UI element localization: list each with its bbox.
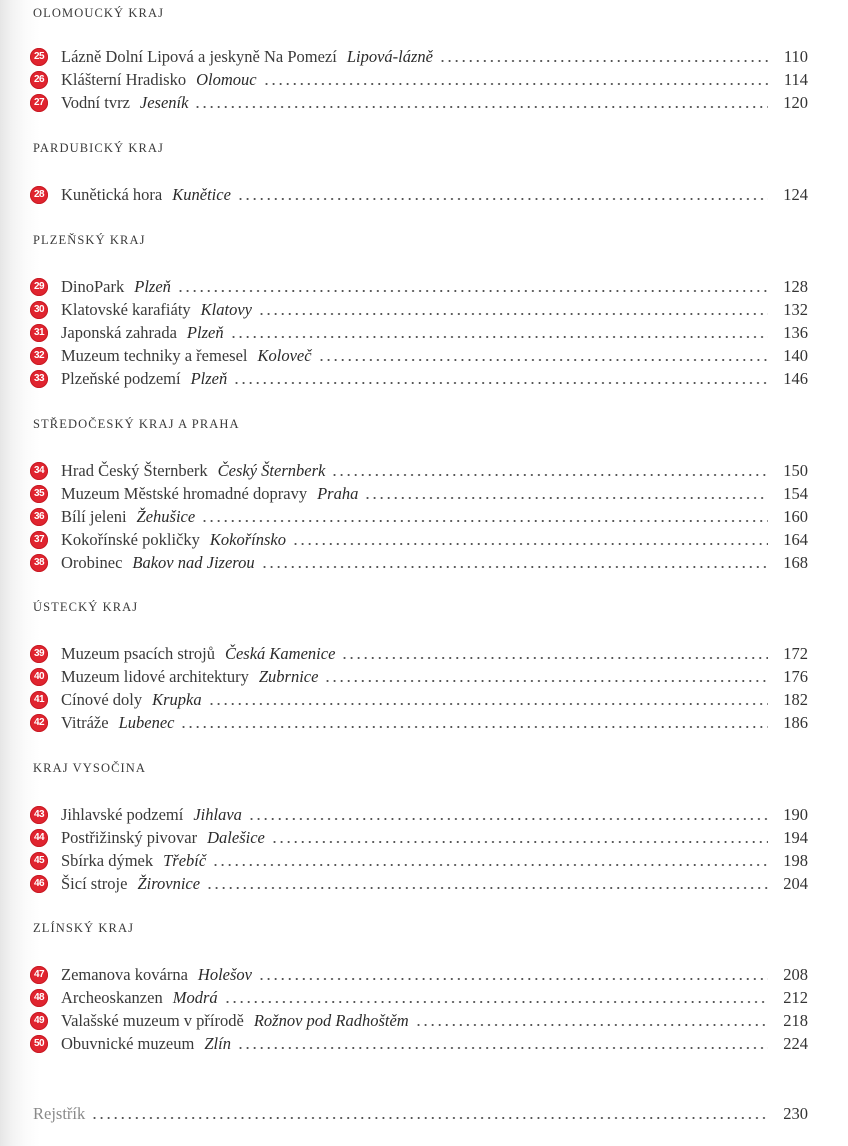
- entry-title: Archeoskanzen: [61, 988, 163, 1007]
- entry-location: Zubrnice: [258, 667, 319, 686]
- page-number: 198: [783, 851, 808, 870]
- index-page-number: 230: [783, 1103, 808, 1123]
- dot-leader: [341, 657, 768, 659]
- entry-title: DinoPark: [61, 277, 125, 296]
- chapter-number-badge: 50: [30, 1035, 48, 1053]
- entry-location: Rožnov pod Radhoštěm: [253, 1011, 409, 1030]
- dot-leader: [261, 566, 768, 568]
- chapter-number-badge: 37: [30, 531, 48, 549]
- toc-entry[interactable]: [30, 183, 808, 206]
- entry-title: Zemanova kovárna: [61, 965, 188, 984]
- page-number: 128: [783, 277, 808, 296]
- page-number: 164: [783, 530, 808, 549]
- dot-leader: [230, 336, 768, 338]
- entry-location: Dalešice: [207, 828, 265, 847]
- dot-leader: [415, 1024, 768, 1026]
- entry-title: Muzeum techniky a řemesel: [61, 346, 248, 365]
- dot-leader: [237, 198, 768, 200]
- dot-leader: [180, 726, 768, 728]
- chapter-number-badge: 29: [30, 278, 48, 296]
- toc-entry[interactable]: [30, 551, 808, 574]
- chapter-number-badge: 46: [30, 875, 48, 893]
- dot-leader: [177, 290, 768, 292]
- page-number: 132: [783, 300, 808, 319]
- chapter-number-badge: 28: [30, 186, 48, 204]
- entry-title: Plzeňské podzemí: [61, 369, 181, 388]
- page-number: 204: [783, 874, 808, 893]
- dot-leader: [212, 864, 768, 866]
- entry-location: Koloveč: [257, 346, 312, 365]
- toc-entry[interactable]: [30, 68, 808, 91]
- entry-title: Orobinec: [61, 553, 123, 572]
- dot-leader: [248, 818, 768, 820]
- section-heading: PARDUBICKÝ KRAJ: [33, 141, 164, 155]
- chapter-number-badge: 49: [30, 1012, 48, 1030]
- section-heading: ZLÍNSKÝ KRAJ: [33, 921, 135, 935]
- page-number: 182: [783, 690, 808, 709]
- chapter-number-badge: 33: [30, 370, 48, 388]
- toc-entry[interactable]: [30, 528, 808, 551]
- entry-location: Lubenec: [118, 713, 175, 732]
- dot-leader: [206, 887, 768, 889]
- page-number: 172: [783, 644, 808, 663]
- entry-location: Český Šternberk: [217, 461, 326, 480]
- toc-entry[interactable]: [30, 298, 808, 321]
- chapter-number-badge: 40: [30, 668, 48, 686]
- toc-entry[interactable]: [30, 275, 808, 298]
- toc-entry[interactable]: [30, 688, 808, 711]
- chapter-number-badge: 25: [30, 48, 48, 66]
- section-heading: STŘEDOČESKÝ KRAJ A PRAHA: [33, 417, 240, 431]
- chapter-number-badge: 32: [30, 347, 48, 365]
- toc-entry[interactable]: [30, 803, 808, 826]
- page-number: 140: [783, 346, 808, 365]
- dot-leader: [258, 313, 768, 315]
- entry-title: Cínové doly: [61, 690, 143, 709]
- toc-entry[interactable]: [30, 665, 808, 688]
- dot-leader: [263, 83, 768, 85]
- entry-location: Jihlava: [193, 805, 242, 824]
- section-heading: ÚSTECKÝ KRAJ: [33, 600, 139, 614]
- chapter-number-badge: 26: [30, 71, 48, 89]
- page-number: 218: [783, 1011, 808, 1030]
- dot-leader: [208, 703, 768, 705]
- toc-entry[interactable]: [30, 321, 808, 344]
- page-number: 212: [783, 988, 808, 1007]
- dot-leader: [331, 474, 768, 476]
- section-heading: OLOMOUCKÝ KRAJ: [33, 6, 165, 20]
- entry-title: Vitráže: [61, 713, 109, 732]
- entry-location: Jeseník: [139, 93, 189, 112]
- entry-location: Plzeň: [134, 277, 171, 296]
- toc-entry[interactable]: [30, 986, 808, 1009]
- chapter-number-badge: 34: [30, 462, 48, 480]
- page-number: 146: [783, 369, 808, 388]
- entry-location: Modrá: [172, 988, 218, 1007]
- page-number: 114: [783, 70, 808, 89]
- entry-title: Valašské muzeum v přírodě: [61, 1011, 244, 1030]
- chapter-number-badge: 43: [30, 806, 48, 824]
- page-number: 224: [783, 1034, 808, 1053]
- toc-entry[interactable]: [30, 826, 808, 849]
- chapter-number-badge: 41: [30, 691, 48, 709]
- page-number: 190: [783, 805, 808, 824]
- toc-entry[interactable]: [30, 963, 808, 986]
- entry-title: Obuvnické muzeum: [61, 1034, 195, 1053]
- page-number: 120: [783, 93, 808, 112]
- toc-entry[interactable]: [30, 459, 808, 482]
- entry-location: Kunětice: [172, 185, 231, 204]
- chapter-number-badge: 44: [30, 829, 48, 847]
- chapter-number-badge: 30: [30, 301, 48, 319]
- entry-location: Klatovy: [200, 300, 252, 319]
- chapter-number-badge: 39: [30, 645, 48, 663]
- section-heading: KRAJ VYSOČINA: [33, 761, 147, 775]
- entry-title: Klatovské karafiáty: [61, 300, 191, 319]
- dot-leader: [324, 680, 768, 682]
- entry-location: Krupka: [152, 690, 202, 709]
- toc-entry[interactable]: [30, 642, 808, 665]
- entry-title: Muzeum Městské hromadné dopravy: [61, 484, 308, 503]
- entry-title: Šicí stroje: [61, 874, 128, 893]
- toc-entry[interactable]: [30, 872, 808, 895]
- entry-location: Třebíč: [163, 851, 207, 870]
- dot-leader: [237, 1047, 768, 1049]
- dot-leader: [271, 841, 768, 843]
- chapter-number-badge: 36: [30, 508, 48, 526]
- toc-entry[interactable]: [30, 505, 808, 528]
- entry-location: Žehušice: [136, 507, 196, 526]
- entry-location: Holešov: [197, 965, 252, 984]
- entry-location: Plzeň: [186, 323, 224, 342]
- chapter-number-badge: 47: [30, 966, 48, 984]
- toc-entry[interactable]: [30, 367, 808, 390]
- page-number: 168: [783, 553, 808, 572]
- entry-title: Kokořínské pokličky: [61, 530, 200, 549]
- dot-leader: [318, 359, 768, 361]
- entry-location: Lipová-lázně: [346, 47, 433, 66]
- entry-title: Japonská zahrada: [61, 323, 177, 342]
- dot-leader: [292, 543, 768, 545]
- chapter-number-badge: 27: [30, 94, 48, 112]
- entry-title: Postřižinský pivovar: [61, 828, 198, 847]
- index-entry[interactable]: [33, 1102, 808, 1125]
- page-number: 154: [783, 484, 808, 503]
- entry-title: Jihlavské podzemí: [61, 805, 184, 824]
- toc-entry[interactable]: [30, 1009, 808, 1032]
- page-number: 110: [783, 47, 808, 66]
- toc-entry[interactable]: [30, 91, 808, 114]
- entry-location: Plzeň: [190, 369, 228, 388]
- dot-leader: [439, 60, 768, 62]
- dot-leader: [224, 1001, 768, 1003]
- entry-title: Kunětická hora: [61, 185, 163, 204]
- entry-title: Sbírka dýmek: [61, 851, 154, 870]
- entry-location: Česká Kamenice: [224, 644, 336, 663]
- chapter-number-badge: 48: [30, 989, 48, 1007]
- section-heading: PLZEŇSKÝ KRAJ: [33, 233, 146, 247]
- toc-entry[interactable]: [30, 45, 808, 68]
- chapter-number-badge: 38: [30, 554, 48, 572]
- entry-title: Muzeum psacích strojů: [61, 644, 215, 663]
- entry-title: Muzeum lidové architektury: [61, 667, 249, 686]
- entry-title: Hrad Český Šternberk: [61, 461, 208, 480]
- page-number: 150: [783, 461, 808, 480]
- dot-leader: [233, 382, 768, 384]
- dot-leader: [194, 106, 768, 108]
- index-label: Rejstřík: [33, 1103, 86, 1123]
- toc-entry[interactable]: [30, 1032, 808, 1055]
- entry-title: Klášterní Hradisko: [61, 70, 187, 89]
- entry-location: Bakov nad Jizerou: [132, 553, 255, 572]
- page-number: 208: [783, 965, 808, 984]
- toc-entry[interactable]: [30, 344, 808, 367]
- page-number: 124: [783, 185, 808, 204]
- entry-title: Lázně Dolní Lipová a jeskyně Na Pomezí: [61, 47, 337, 66]
- chapter-number-badge: 42: [30, 714, 48, 732]
- toc-entry[interactable]: [30, 849, 808, 872]
- page-number: 176: [783, 667, 808, 686]
- toc-entry[interactable]: [30, 711, 808, 734]
- chapter-number-badge: 35: [30, 485, 48, 503]
- page-number: 160: [783, 507, 808, 526]
- entry-location: Praha: [317, 484, 359, 503]
- page-number: 136: [783, 323, 808, 342]
- entry-location: Olomouc: [196, 70, 257, 89]
- page-number: 194: [783, 828, 808, 847]
- dot-leader: [201, 520, 768, 522]
- chapter-number-badge: 31: [30, 324, 48, 342]
- toc-entry[interactable]: [30, 482, 808, 505]
- chapter-number-badge: 45: [30, 852, 48, 870]
- entry-location: Žirovnice: [137, 874, 201, 893]
- page-number: 186: [783, 713, 808, 732]
- dot-leader: [364, 497, 768, 499]
- entry-title: Bílí jeleni: [61, 507, 127, 526]
- entry-title: Vodní tvrz: [61, 93, 130, 112]
- entry-location: Zlín: [204, 1034, 231, 1053]
- dot-leader: [91, 1117, 768, 1119]
- dot-leader: [258, 978, 768, 980]
- entry-location: Kokořínsko: [209, 530, 286, 549]
